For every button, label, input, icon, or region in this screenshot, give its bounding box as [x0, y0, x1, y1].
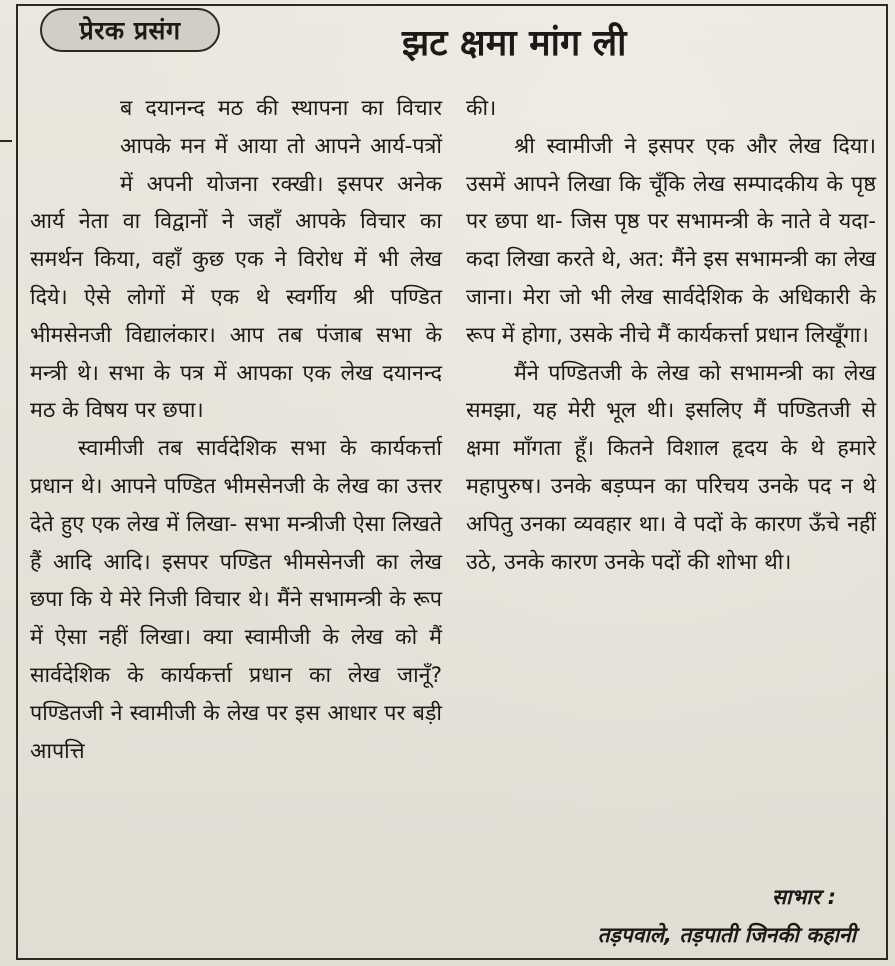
- section-tag: [40, 8, 220, 52]
- section-tag-label: प्रेरक प्रसंग: [79, 16, 181, 45]
- paragraph-text: ब दयानन्द मठ की स्थापना का विचार आपके मन में आया तो आपने आर्य-पत्रों में अपनी योजना रक्खी। इसपर अनेक आर्य नेता वा विद्वानों ने जहाँ आपके विचार का समर्थन किया, वहाँ कुछ एक ने विरोध में भी लेख दिये। ऐसे लोगों में एक थे स्वर्गीय श्री पण्डित भीमसेनजी विद्यालंकार। आप तब पंजाब सभा के मन्त्री थे। सभा के पत्र में आपका एक लेख दयानन्द मठ के विषय पर छपा।: [30, 96, 442, 424]
- paragraph: [30, 90, 442, 430]
- drop-cap-space: [30, 92, 116, 166]
- column-gutter: [452, 90, 453, 950]
- paragraph: की।: [466, 96, 497, 121]
- paragraph: मैंने पण्डितजी के लेख को सभामन्त्री का लेख समझा, यह मेरी भूल थी। इसलिए मैं पण्डितजी से क्षमा माँगता हूँ। कितने विशाल हृदय के थे हमारे महापुरुष। उनके बड़प्पन का परिचय उनके पद न थे अपितु उनका व्यवहार था। वे पदों के कारण ऊँचे नहीं उठे, उनके कारण उनके पदों की शोभा थी।: [466, 360, 876, 575]
- article-title: झट क्षमा मांग ली: [402, 23, 627, 64]
- credit-source: तड़पवाले, तड़पाती जिनकी कहानी: [597, 923, 856, 947]
- credit-label: साभार :: [771, 885, 836, 909]
- paragraph: स्वामीजी तब सार्वदेशिक सभा के कार्यकर्त्ता प्रधान थे। आपने पण्डित भीमसेनजी के लेख का उत्तर देते हुए एक लेख में लिखा- सभा मन्त्रीजी ऐसा लिखते हैं आदि आदि। इसपर पण्डित भीमसेनजी का लेख छपा कि ये मेरे निजी विचार थे। मैंने सभामन्त्री के रूप में ऐसा नहीं लिखा। क्या स्वामीजी के लेख को मैं सार्वदेशिक के कार्यकर्त्ता प्रधान का लेख जानूँ? पण्डितजी ने स्वामीजी के लेख पर इस आधार पर बड़ी आपत्ति: [30, 436, 442, 764]
- left-column: [30, 90, 442, 770]
- margin-mark: [0, 140, 12, 142]
- paragraph: श्री स्वामीजी ने इसपर एक और लेख दिया। उसमें आपने लिखा कि चूँकि लेख सम्पादकीय के पृष्ठ पर छपा था- जिस पृष्ठ पर सभामन्त्री के नाते वे यदा-कदा लिखा करते थे, अत: मैंने इस सभामन्त्री का लेख जाना। मेरा जो भी लेख सार्वदेशिक के अधिकारी के रूप में होगा, उसके नीचे मैं कार्यकर्त्ता प्रधान लिखूँगा।: [466, 133, 876, 348]
- right-column: [466, 90, 876, 581]
